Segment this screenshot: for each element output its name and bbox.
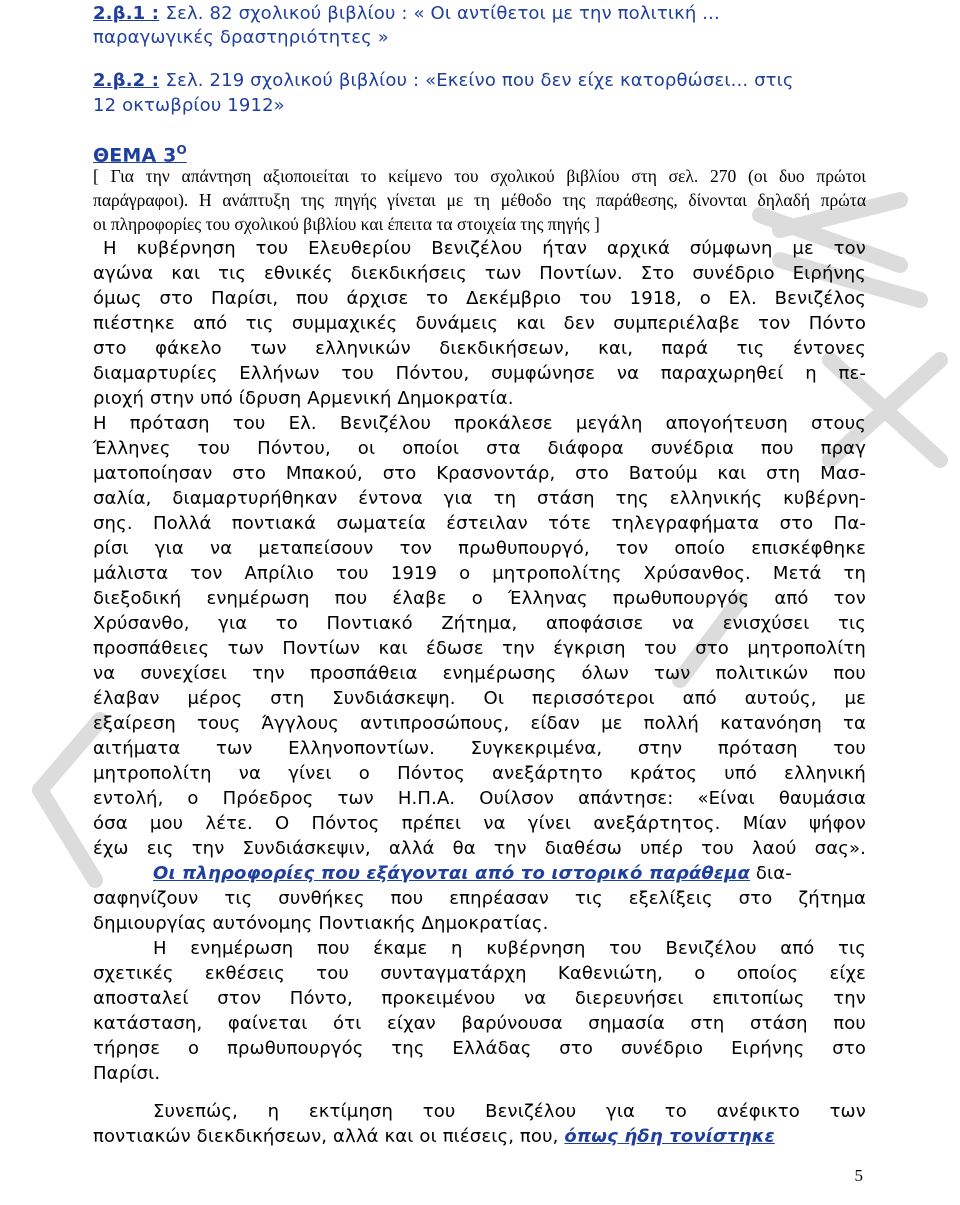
body-line: σαφηνίζουν τις συνθήκες που επηρέασαν τις εξελίξεις στο ζήτημα [93, 888, 866, 909]
body-line: μητροπολίτη να γίνει ο Πόντος ανεξάρτητο κράτος υπό ελληνική [93, 763, 866, 784]
body-last-line [93, 1125, 775, 1149]
body-line: Η πρόταση του Ελ. Βενιζέλου προκάλεσε μεγάλη απογοήτευση στους [93, 413, 866, 434]
header-item-2 [93, 69, 794, 93]
body-line: προσπάθειες των Ποντίων και έδωσε την έγκριση του στο μητροπολίτη [93, 638, 866, 659]
body-line: όμως στο Παρίσι, που άρχισε το Δεκέμβριο του 1918, ο Ελ. Βενιζέλος [93, 288, 866, 309]
body-line: σαλία, διαμαρτυρήθηκαν έντονα για τη στάση της ελληνικής κυβέρνη- [93, 488, 866, 509]
body-line: Έλληνες του Πόντου, οι οποίοι στα διάφορα συνέδρια που πραγ [93, 438, 866, 459]
instruction-line: οι πληροφορίες του σχολικού βιβλίου και έπειτα τα στοιχεία της πηγής ] [93, 214, 600, 234]
page-number: 5 [854, 1166, 863, 1185]
header-item-1-cont: παραγωγικές δραστηριότητες » [93, 27, 389, 48]
body-line: να συνεχίσει την προσπάθεια ενημέρωσης όλων των πολιτικών που [93, 663, 866, 684]
body-line: σης. Πολλά ποντιακά σωματεία έστειλαν τότε τηλεγραφήματα στο Πα- [93, 513, 866, 534]
source-intro-rest: δια- [750, 863, 792, 884]
body-line: Συνεπώς, η εκτίμηση του Βενιζέλου για το ανέφικτο των [153, 1101, 866, 1122]
header-item-2-label: 2.β.2 : [93, 70, 160, 91]
body-line: Η κυβέρνηση του Ελευθερίου Βενιζέλου ήταν αρχικά σύμφωνη με τον [103, 238, 866, 259]
body-line: έχω εις την Συνδιάσκεψιν, αλλά θα την διαθέσω υπέρ του λαού σας». [93, 838, 866, 859]
body-line: πιέστηκε από τις συμμαχικές δυνάμεις και δεν συμπεριέλαβε τον Πόντο [93, 313, 866, 334]
body-line: εξαίρεση τους Άγγλους αντιπροσώπους, είδαν με πολλή κατανόηση τα [93, 713, 866, 734]
header-item-2-cont: 12 οκτωβρίου 1912» [93, 95, 285, 116]
theme-label: ΘΕΜΑ 3 [93, 144, 177, 167]
body-line: διαμαρτυρίες Ελλήνων του Πόντου, συμφώνησε να παραχωρηθεί η πε- [93, 363, 866, 384]
instruction-line: παράγραφοι). Η ανάπτυξη της πηγής γίνεται με τη μέθοδο της παράθεσης, δίνονται δηλαδή πρώτα [93, 190, 866, 210]
body-line: αγώνα και τις εθνικές διεκδικήσεις των Ποντίων. Στο συνέδριο Ειρήνης [93, 263, 866, 284]
body-line: ματοποίησαν στο Μπακού, στο Κρασνοντάρ, στο Βατούμ και στη Μασ- [93, 463, 866, 484]
body-line: ριοχή στην υπό ίδρυση Αρμενική Δημοκρατία. [93, 388, 514, 409]
header-item-1-label: 2.β.1 : [93, 3, 160, 24]
source-intro-emphasis: Οι πληροφορίες που εξάγονται από το ιστορικό παράθεμα [153, 863, 751, 884]
body-line: Παρίσι. [93, 1063, 161, 1084]
body-line: ρίσι για να μεταπείσουν τον πρωθυπουργό, τον οποίο επισκέφθηκε [93, 538, 866, 559]
body-last-line-emphasis: όπως ήδη τονίστηκε [564, 1126, 775, 1147]
body-line: έλαβαν μέρος στη Συνδιάσκεψη. Οι περισσότεροι από αυτούς, με [93, 688, 866, 709]
body-line: κατάσταση, φαίνεται ότι είχαν βαρύνουσα σημασία στη στάση που [93, 1013, 866, 1034]
body-line: Η ενημέρωση που έκαμε η κυβέρνηση του Βενιζέλου από τις [153, 938, 866, 959]
theme-heading [93, 138, 187, 167]
body-line: Χρύσανθο, για το Ποντιακό Ζήτημα, αποφάσισε να ενισχύσει τις [93, 613, 866, 634]
source-intro-line [153, 862, 792, 886]
body-line: στο φάκελο των ελληνικών διεκδικήσεων, και, παρά τις έντονες [93, 338, 866, 359]
theme-sup: Ο [176, 143, 187, 157]
body-line: εντολή, ο Πρόεδρος των Η.Π.Α. Ουίλσον απάντησε: «Είναι θαυμάσια [93, 788, 866, 809]
header-item-1-text: Σελ. 82 σχολικού βιβλίου : « Οι αντίθετοι με την πολιτική ... [165, 3, 720, 24]
body-line: δημιουργίας αυτόνομης Ποντιακής Δημοκρατίας. [93, 913, 549, 934]
body-line: αποσταλεί στον Πόντο, προκειμένου να διερευνήσει επιτοπίως την [93, 988, 866, 1009]
body-last-line-text: ποντιακών διεκδικήσεων, αλλά και οι πιέσεις, που, [93, 1126, 565, 1147]
body-line: σχετικές εκθέσεις του συνταγματάρχη Καθενιώτη, ο οποίος είχε [93, 963, 866, 984]
header-item-1 [93, 2, 720, 26]
body-line: αιτήματα των Ελληνοποντίων. Συγκεκριμένα, στην πρόταση του [93, 738, 866, 759]
body-line: τήρησε ο πρωθυπουργός της Ελλάδας στο συνέδριο Ειρήνης στο [93, 1038, 866, 1059]
body-line: διεξοδική ενημέρωση που έλαβε ο Έλληνας πρωθυπουργός από τον [93, 588, 866, 609]
header-item-2-text: Σελ. 219 σχολικού βιβλίου : «Εκείνο που δεν είχε κατορθώσει... στις [165, 70, 794, 91]
instruction-line: [ Για την απάντηση αξιοποιείται το κείμενο του σχολικού βιβλίου στη σελ. 270 (οι δυο πρώτοι [93, 166, 866, 186]
body-line: όσα μου λέτε. Ο Πόντος πρέπει να γίνει ανεξάρτητος. Μίαν ψήφον [93, 813, 866, 834]
body-line: μάλιστα τον Απρίλιο του 1919 ο μητροπολίτης Χρύσανθος. Μετά τη [93, 563, 866, 584]
